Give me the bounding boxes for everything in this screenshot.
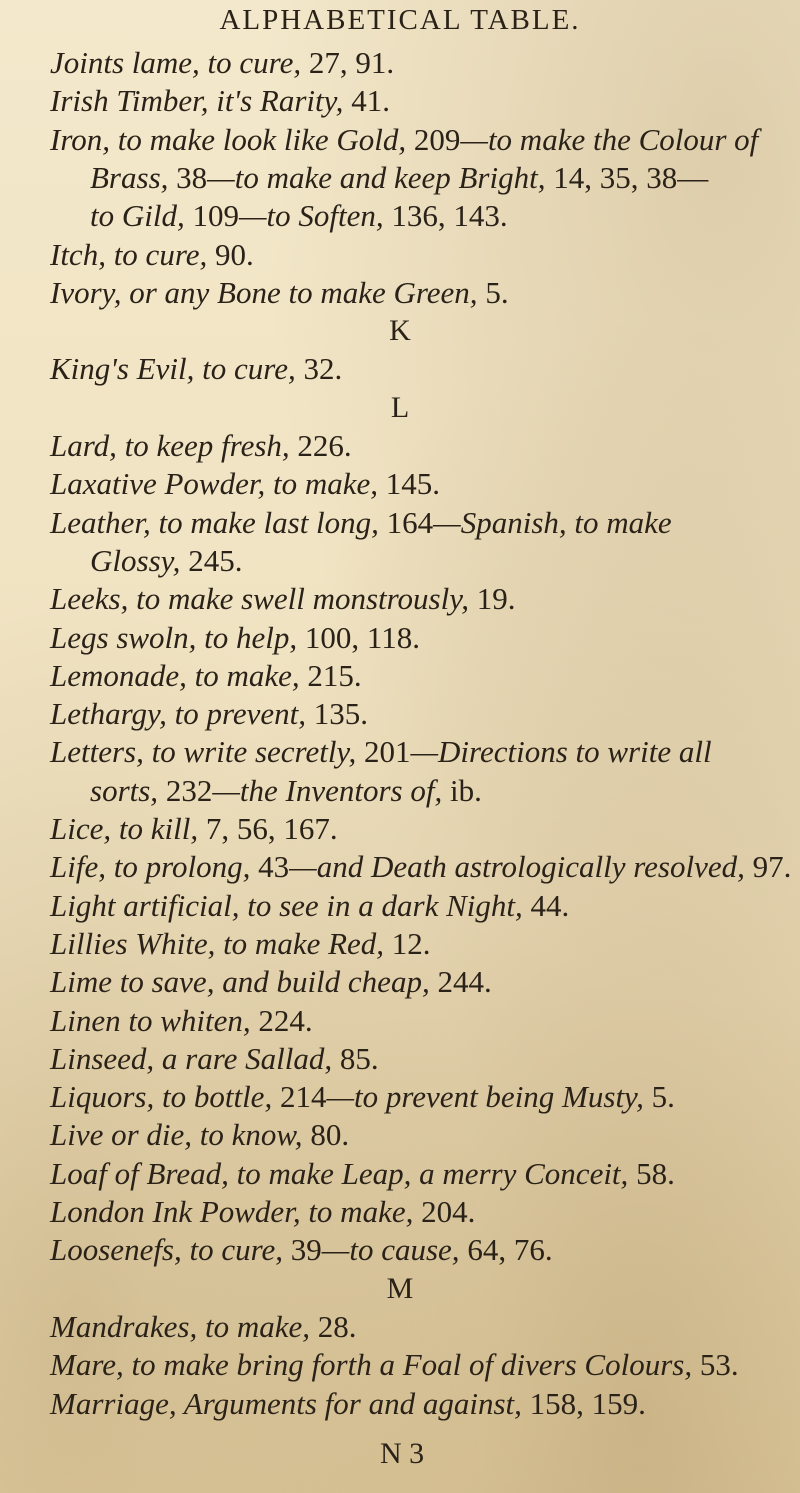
page-reference: 14, 35, 38— bbox=[553, 159, 709, 195]
index-entry bbox=[50, 887, 569, 925]
entry-text: Linseed, a rare Sallad, bbox=[50, 1040, 340, 1076]
index-entry bbox=[50, 1231, 553, 1269]
page-reference: 80. bbox=[310, 1117, 350, 1153]
entry-text: Ivory, or any Bone to make Green, bbox=[50, 274, 486, 310]
page-reference: 90. bbox=[215, 236, 254, 272]
index-entry bbox=[50, 1040, 379, 1078]
page-reference: 5. bbox=[485, 274, 509, 310]
page-reference: 135. bbox=[313, 696, 368, 732]
entry-text: Marriage, Arguments for and against, bbox=[50, 1385, 530, 1421]
entry-text: sorts, bbox=[90, 772, 166, 808]
page-reference: 41. bbox=[351, 83, 390, 119]
entry-text: Lice, to kill, bbox=[50, 811, 206, 846]
page-reference: 58. bbox=[636, 1155, 675, 1191]
entry-text: —the Inventors of, bbox=[212, 772, 450, 808]
index-entry bbox=[50, 121, 758, 159]
entry-text: Laxative Powder, to make, bbox=[50, 466, 386, 502]
index-entry bbox=[50, 504, 672, 542]
entry-text: Loosenefs, to cure, bbox=[50, 1232, 291, 1268]
index-entry bbox=[50, 963, 492, 1001]
page-reference: 28. bbox=[317, 1308, 357, 1344]
entry-text: Lard, to keep fresh, bbox=[50, 428, 298, 463]
entry-text: —and Death astrologically resolved, bbox=[289, 849, 753, 885]
entry-text: Itch, to cure, bbox=[50, 236, 215, 272]
page-reference: 226. bbox=[297, 428, 352, 463]
page-reference: 215. bbox=[307, 657, 362, 693]
entry-text: Mare, to make bring forth a Foal of divers Colours, bbox=[50, 1347, 700, 1383]
entry-text: Letters, to write secretly, bbox=[50, 734, 364, 770]
index-entry bbox=[90, 772, 482, 810]
entry-text: Lime to save, and build cheap, bbox=[50, 964, 438, 1000]
entry-text: Leeks, to make swell monstrously, bbox=[50, 581, 477, 617]
index-entry bbox=[90, 197, 508, 235]
entry-text: Joints lame, to cure, bbox=[50, 45, 309, 80]
page-reference: 145. bbox=[385, 466, 441, 502]
index-entry bbox=[50, 1155, 675, 1193]
page-reference: 214 bbox=[279, 1079, 327, 1115]
index-entry bbox=[50, 657, 362, 695]
entry-text: Light artificial, to see in a dark Night, bbox=[50, 887, 531, 923]
index-entry bbox=[50, 1193, 475, 1231]
index-entry bbox=[50, 236, 254, 274]
page-reference: 158, 159. bbox=[529, 1385, 646, 1421]
page-reference: 27, 91. bbox=[308, 45, 395, 80]
index-entry bbox=[90, 159, 708, 197]
entry-text: Loaf of Bread, to make Leap, a merry Conceit, bbox=[50, 1155, 637, 1191]
page-reference: 224. bbox=[258, 1002, 313, 1038]
page-reference: 245. bbox=[188, 542, 243, 578]
entry-text: —to prevent being Musty, bbox=[326, 1079, 652, 1115]
page-reference: ib. bbox=[449, 772, 482, 808]
entry-text: —to make and keep Bright, bbox=[207, 159, 554, 195]
entry-text: Mandrakes, to make, bbox=[50, 1308, 318, 1344]
page-reference: 100, 118. bbox=[304, 619, 421, 655]
index-entry bbox=[50, 1308, 357, 1346]
page-reference: 97. bbox=[752, 849, 792, 885]
running-header: ALPHABETICAL TABLE. bbox=[219, 4, 581, 36]
signature-mark: N 3 bbox=[380, 1437, 425, 1470]
index-entry bbox=[50, 810, 338, 848]
entry-text: —to Soften, bbox=[238, 198, 392, 234]
section-letter: K bbox=[389, 314, 411, 348]
index-entry bbox=[50, 848, 791, 886]
page-reference: 109 bbox=[192, 198, 239, 234]
entry-text: to Gild, bbox=[90, 198, 193, 234]
index-entry bbox=[50, 44, 394, 82]
index-entry bbox=[90, 542, 242, 580]
index-entry bbox=[50, 274, 509, 312]
index-entry bbox=[50, 1078, 675, 1116]
entry-text: Live or die, to know, bbox=[50, 1117, 311, 1153]
page-reference: 7, 56, 167. bbox=[205, 811, 338, 846]
entry-text: Liquors, to bottle, bbox=[50, 1079, 280, 1115]
index-entry bbox=[50, 1116, 349, 1154]
index-entry bbox=[50, 580, 516, 618]
page-reference: 201 bbox=[363, 734, 411, 770]
page-reference: 53. bbox=[699, 1347, 739, 1383]
entry-text: Lemonade, to make, bbox=[50, 657, 308, 693]
entry-text: —to cause, bbox=[321, 1232, 468, 1268]
page-reference: 232 bbox=[165, 772, 213, 808]
entry-text: King's Evil, to cure, bbox=[50, 351, 304, 387]
index-entry bbox=[50, 1346, 739, 1384]
entry-text: Lethargy, to prevent, bbox=[50, 696, 314, 732]
page-reference: 19. bbox=[476, 581, 516, 617]
index-entry bbox=[50, 350, 342, 388]
page-reference: 32. bbox=[303, 351, 343, 387]
index-entry bbox=[50, 82, 390, 120]
entry-text: Legs swoln, to help, bbox=[50, 619, 305, 655]
index-entry bbox=[50, 427, 352, 465]
page-reference: 209 bbox=[413, 121, 461, 157]
index-entry bbox=[50, 1002, 313, 1040]
entry-text: Brass, bbox=[90, 159, 177, 195]
section-letter: L bbox=[390, 390, 410, 424]
index-entry bbox=[50, 619, 420, 657]
entry-text: Irish Timber, it's Rarity, bbox=[50, 83, 352, 119]
page-reference: 164 bbox=[386, 504, 434, 540]
index-entry bbox=[50, 1385, 646, 1423]
index-entry bbox=[50, 695, 368, 733]
page-reference: 85. bbox=[339, 1040, 379, 1076]
page-reference: 5. bbox=[651, 1079, 675, 1115]
page-reference: 44. bbox=[530, 887, 570, 923]
entry-text: Leather, to make last long, bbox=[50, 504, 387, 540]
entry-text: Lillies White, to make Red, bbox=[50, 925, 392, 961]
entry-text: Iron, to make look like Gold, bbox=[50, 121, 414, 157]
page-reference: 38 bbox=[176, 159, 208, 195]
page-reference: 204. bbox=[421, 1194, 476, 1229]
page-reference: 39 bbox=[290, 1232, 322, 1268]
page-reference: 136, 143. bbox=[391, 198, 508, 234]
page-reference: 12. bbox=[391, 925, 431, 961]
page-reference: 64, 76. bbox=[467, 1232, 553, 1268]
index-entry bbox=[50, 733, 712, 771]
index-entry bbox=[50, 925, 431, 963]
page-reference: 244. bbox=[437, 964, 492, 1000]
entry-text: Life, to prolong, bbox=[50, 849, 259, 885]
entry-text: Linen to whiten, bbox=[50, 1002, 259, 1038]
entry-text: London Ink Powder, to make, bbox=[50, 1194, 422, 1229]
entry-text: —Directions to write all bbox=[410, 734, 712, 770]
page-reference: 43 bbox=[258, 849, 290, 885]
entry-text: —Spanish, to make bbox=[433, 504, 672, 540]
entry-text: —to make the Colour of bbox=[460, 121, 759, 157]
entry-text: Glossy, bbox=[90, 542, 189, 578]
section-letter: M bbox=[386, 1271, 414, 1305]
index-entry bbox=[50, 465, 440, 503]
